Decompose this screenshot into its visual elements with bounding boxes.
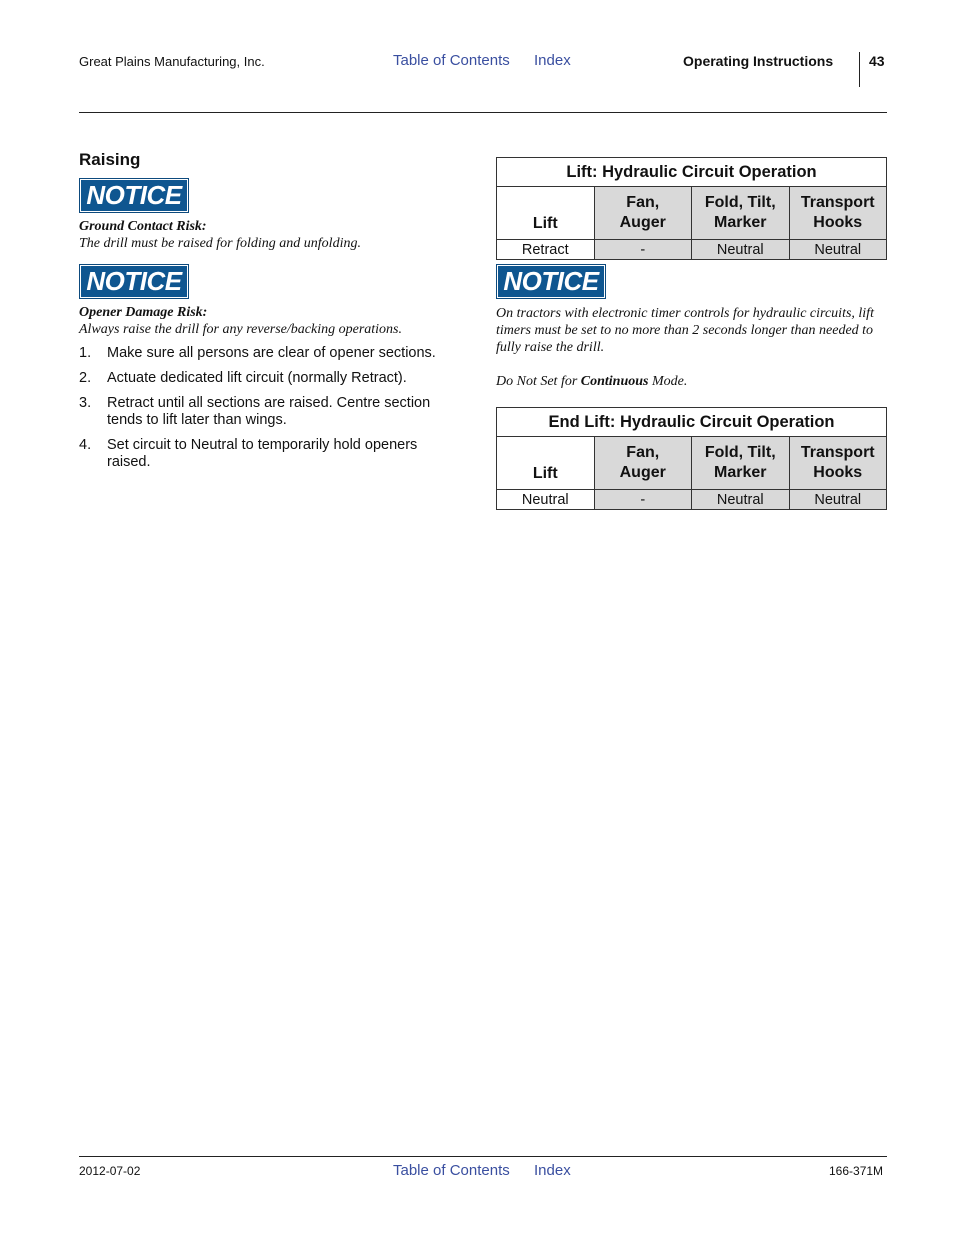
opener-damage-text: Always raise the drill for any reverse/backing operations. (79, 322, 402, 337)
table-row (497, 240, 887, 260)
list-item (79, 395, 464, 429)
step-number: 2. (79, 370, 92, 386)
ground-contact-notice (79, 218, 469, 252)
table-cell: Neutral (789, 490, 887, 510)
notice-badge-ground-contact (79, 178, 189, 213)
column-header-text: Fan, Auger (619, 194, 666, 231)
column-header-text: Fold, Tilt, Marker (704, 444, 776, 481)
step-text: Retract until all sections are raised. Centre section tends to lift later than wings. (107, 395, 431, 428)
mode-suffix: Mode. (648, 374, 688, 389)
opener-damage-notice (79, 304, 469, 338)
company-name: Great Plains Manufacturing, Inc. (79, 54, 265, 69)
notice-badge-label: NOTICE (81, 180, 187, 211)
step-number: 4. (79, 437, 92, 453)
header-divider (859, 52, 860, 87)
raising-title: Raising (79, 150, 141, 169)
column-header-transport-hooks (789, 187, 887, 240)
column-header-fan-auger (594, 437, 692, 490)
column-header-text: Fold, Tilt, Marker (704, 194, 776, 231)
table-cell: Neutral (692, 490, 790, 510)
step-number: 3. (79, 395, 92, 411)
step-text: Actuate dedicated lift circuit (normally Retract). (107, 370, 407, 386)
table-cell: - (594, 240, 692, 260)
mode-prefix: Do Not Set for (496, 374, 581, 389)
footer-date: 2012-07-02 (79, 1164, 141, 1178)
timer-mode-line (496, 373, 876, 390)
mode-bold: Continuous (580, 374, 649, 389)
page-number: 43 (869, 53, 885, 69)
notice-badge-label: NOTICE (81, 266, 187, 297)
column-header-fold-tilt-marker (692, 187, 790, 240)
lift-circuit-table (496, 157, 887, 260)
end-lift-circuit-table (496, 407, 887, 510)
ground-contact-text: The drill must be raised for folding and unfolding. (79, 236, 361, 251)
header-index-link[interactable]: Index (534, 52, 571, 69)
timer-notice-text: On tractors with electronic timer controls for hydraulic circuits, lift timers must be set to no more than 2 seconds longer than needed to fully raise the drill. (496, 306, 874, 355)
column-header-lift: Lift (497, 437, 595, 490)
column-header-lift: Lift (497, 187, 595, 240)
step-text: Set circuit to Neutral to temporarily hold openers raised. (107, 437, 418, 470)
footer-toc-link[interactable]: Table of Contents (393, 1162, 510, 1179)
step-text: Make sure all persons are clear of opener sections. (107, 345, 436, 361)
column-header-text: Transport Hooks (800, 444, 875, 481)
header-toc-link[interactable]: Table of Contents (393, 52, 510, 69)
header-rule (79, 112, 887, 113)
column-header-fan-auger (594, 187, 692, 240)
list-item (79, 370, 464, 387)
ground-contact-title: Ground Contact Risk: (79, 219, 207, 234)
list-item (79, 345, 464, 362)
table-row (497, 490, 887, 510)
footer-rule (79, 1156, 887, 1157)
footer-doc-number: 166-371M (829, 1164, 884, 1178)
table-cell: Neutral (692, 240, 790, 260)
footer-index-link[interactable]: Index (534, 1162, 571, 1179)
section-heading: Operating Instructions (683, 53, 834, 69)
list-item (79, 437, 464, 471)
table-cell: Retract (497, 240, 595, 260)
column-header-text: Fan, Auger (619, 444, 666, 481)
table-cell: Neutral (789, 240, 887, 260)
table-cell: - (594, 490, 692, 510)
notice-badge-label: NOTICE (498, 266, 604, 297)
table-cell: Neutral (497, 490, 595, 510)
table-caption: Lift: Hydraulic Circuit Operation (497, 158, 887, 187)
column-header-fold-tilt-marker (692, 437, 790, 490)
column-header-text: Transport Hooks (800, 194, 875, 231)
opener-damage-title: Opener Damage Risk: (79, 305, 208, 320)
table-caption: End Lift: Hydraulic Circuit Operation (497, 408, 887, 437)
step-number: 1. (79, 345, 92, 361)
column-header-transport-hooks (789, 437, 887, 490)
notice-badge-timer (496, 264, 606, 299)
notice-badge-opener-damage (79, 264, 189, 299)
raising-steps-list (79, 345, 464, 479)
